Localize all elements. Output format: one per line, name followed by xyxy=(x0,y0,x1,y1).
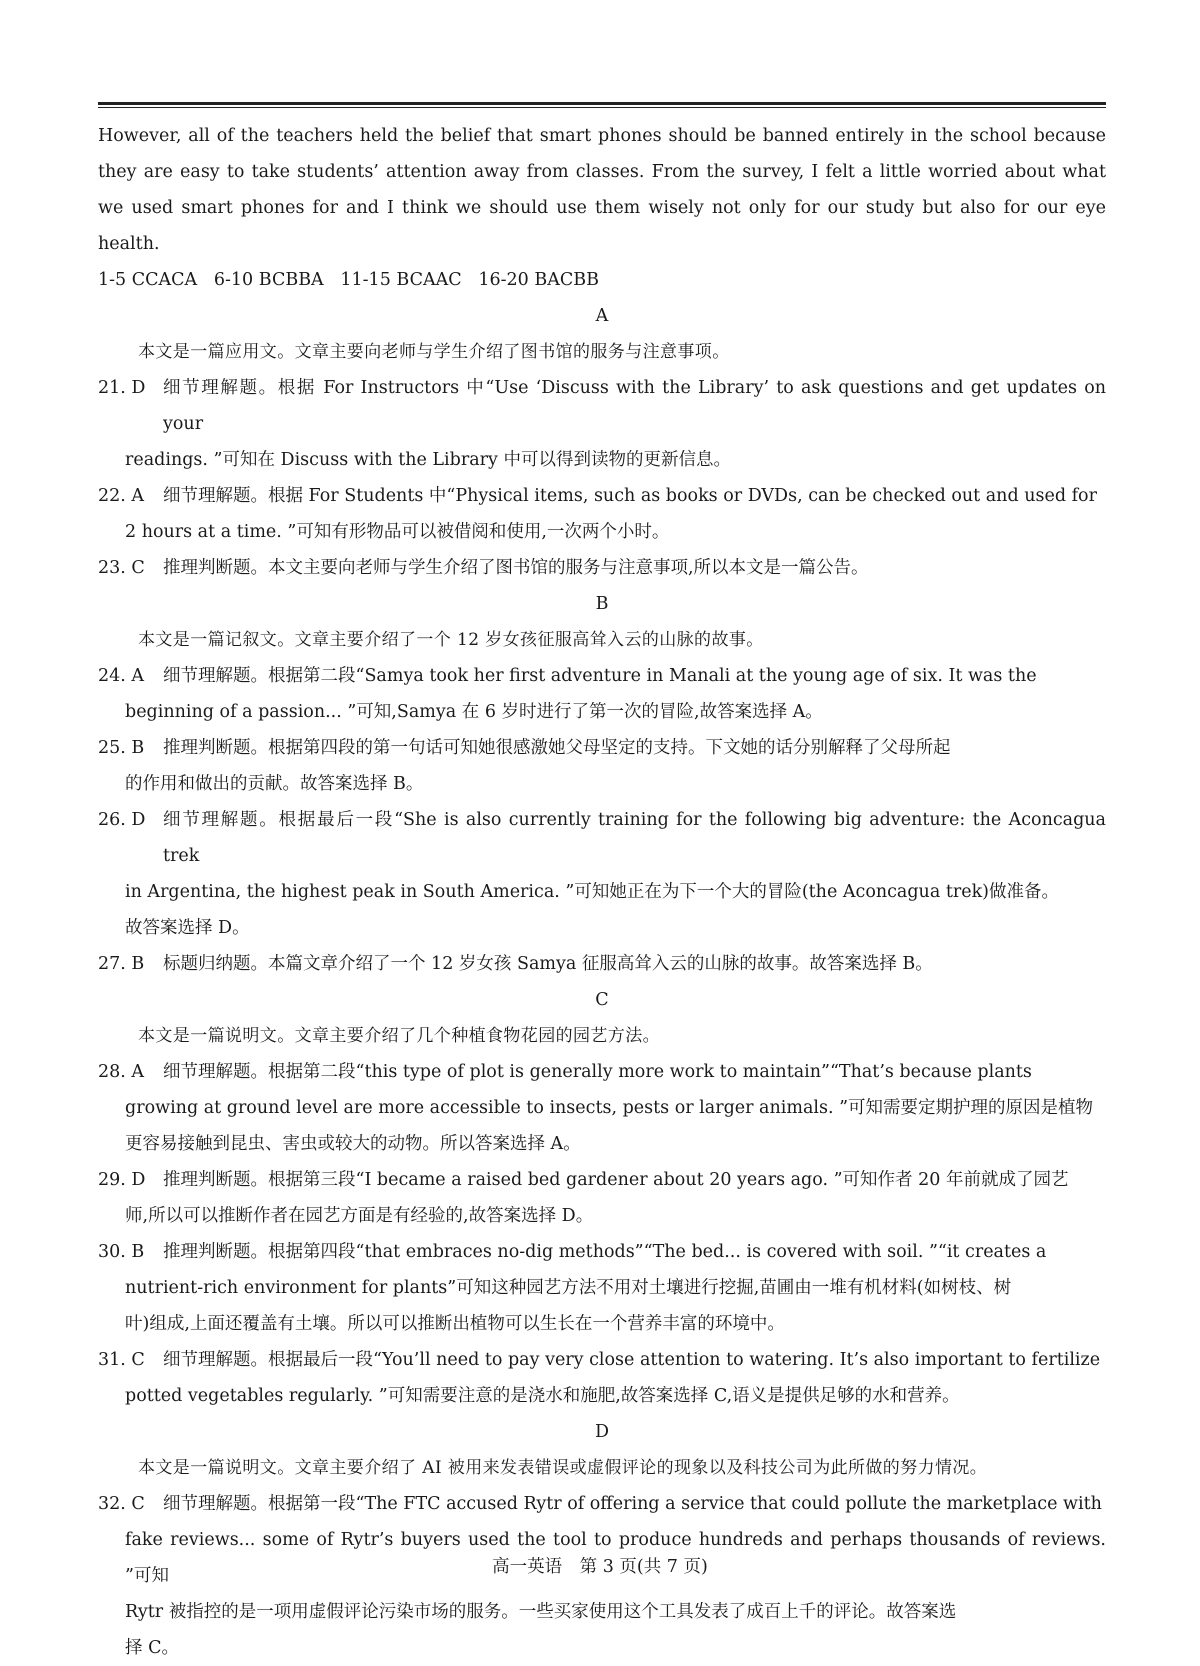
question-label: 29. D xyxy=(98,1170,146,1190)
header-rule-thin xyxy=(98,107,1106,108)
question-item xyxy=(98,1054,1106,1162)
question-text: in Argentina, the highest peak in South America. ”可知她正在为下一个大的冒险(the Aconcagua trek)做准备。 xyxy=(125,882,1060,902)
section-a xyxy=(98,298,1106,586)
question-label: 26. D xyxy=(98,810,146,830)
section-heading: B xyxy=(595,594,609,614)
question-item xyxy=(98,1342,1106,1414)
question-item xyxy=(98,730,1106,802)
section-intro: 本文是一篇应用文。文章主要向老师与学生介绍了图书馆的服务与注意事项。 xyxy=(138,342,730,362)
question-text: 细节理解题。根据 For Students 中“Physical items, such as books or DVDs, can be checked out and used for xyxy=(163,486,1097,506)
question-text: 推理判断题。根据第四段的第一句话可知她很感激她父母坚定的支持。下文她的话分别解释了父母所起 xyxy=(163,738,951,758)
question-text: 推理判断题。根据第三段“I became a raised bed gardener about 20 years ago. ”可知作者 20 年前就成了园艺 xyxy=(163,1170,1069,1190)
question-text: nutrient-rich environment for plants”可知这种园艺方法不用对土壤进行挖掘,苗圃由一堆有机材料(如树枝、树 xyxy=(125,1278,1012,1298)
question-text: 推理判断题。根据第四段“that embraces no-dig methods”“The bed... is covered with soil. ”“it creates a xyxy=(163,1242,1047,1262)
question-label: 23. C xyxy=(98,558,145,578)
question-text: 推理判断题。本文主要向老师与学生介绍了图书馆的服务与注意事项,所以本文是一篇公告。 xyxy=(163,558,869,578)
question-text: growing at ground level are more accessible to insects, pests or larger animals. ”可知需要定期护理的原因是植物 xyxy=(125,1098,1094,1118)
question-item xyxy=(98,1162,1106,1234)
question-text: 细节理解题。根据最后一段“She is also currently training for the following big adventure: the Aconcagua trek xyxy=(163,810,1106,866)
section-b xyxy=(98,586,1106,982)
answer-key-line: 1-5 CCACA 6-10 BCBBA 11-15 BCAAC 16-20 BACBB xyxy=(98,270,599,290)
question-label: 21. D xyxy=(98,378,146,398)
section-intro: 本文是一篇说明文。文章主要介绍了几个种植食物花园的园艺方法。 xyxy=(138,1026,660,1046)
question-text: 细节理解题。根据第一段“The FTC accused Rytr of offering a service that could pollute the marketplace with xyxy=(163,1494,1102,1514)
question-item xyxy=(98,802,1106,946)
question-label: 30. B xyxy=(98,1242,145,1262)
question-text: 更容易接触到昆虫、害虫或较大的动物。所以答案选择 A。 xyxy=(125,1134,581,1154)
continued-paragraph: However, all of the teachers held the belief that smart phones should be banned entirely in the school because they are easy to take students’ attention away from classes. From the survey, I felt a little worried about what we used smart phones for and I think we should use them wisely not only for our study but also for our eye health. xyxy=(98,126,1106,254)
section-c xyxy=(98,982,1106,1414)
header-rule-thick xyxy=(98,102,1106,105)
question-item xyxy=(98,946,1106,982)
page-content xyxy=(98,118,1106,1666)
question-label: 22. A xyxy=(98,486,145,506)
section-intro: 本文是一篇记叙文。文章主要介绍了一个 12 岁女孩征服高耸入云的山脉的故事。 xyxy=(138,630,764,650)
question-text: 师,所以可以推断作者在园艺方面是有经验的,故答案选择 D。 xyxy=(125,1206,594,1226)
question-text: 的作用和做出的贡献。故答案选择 B。 xyxy=(125,774,424,794)
section-intro: 本文是一篇说明文。文章主要介绍了 AI 被用来发表错误或虚假评论的现象以及科技公司为此所做的努力情况。 xyxy=(138,1458,988,1478)
question-text: fake reviews... some of Rytr’s buyers used the tool to produce hundreds and perhaps thousands of reviews. ”可知 xyxy=(125,1530,1106,1586)
question-label: 24. A xyxy=(98,666,145,686)
question-label: 27. B xyxy=(98,954,145,974)
question-label: 25. B xyxy=(98,738,145,758)
question-text: 2 hours at a time. ”可知有形物品可以被借阅和使用,一次两个小时。 xyxy=(125,522,670,542)
question-text: 标题归纳题。本篇文章介绍了一个 12 岁女孩 Samya 征服高耸入云的山脉的故事。故答案选择 B。 xyxy=(163,954,933,974)
question-text: 故答案选择 D。 xyxy=(125,918,250,938)
question-text: 细节理解题。根据 For Instructors 中“Use ‘Discuss with the Library’ to ask questions and get updates on your xyxy=(163,378,1106,434)
question-text: 细节理解题。根据第二段“this type of plot is generally more work to maintain”“That’s because plants xyxy=(163,1062,1032,1082)
question-text: Rytr 被指控的是一项用虚假评论污染市场的服务。一些买家使用这个工具发表了成百上千的评论。故答案选 xyxy=(125,1602,957,1622)
question-item xyxy=(98,370,1106,478)
question-item xyxy=(98,1234,1106,1342)
section-heading: D xyxy=(594,1422,610,1442)
question-text: potted vegetables regularly. ”可知需要注意的是浇水和施肥,故答案选择 C,语义是提供足够的水和营养。 xyxy=(125,1386,960,1406)
section-heading: C xyxy=(595,990,609,1010)
question-label: 32. C xyxy=(98,1494,145,1514)
question-text: beginning of a passion... ”可知,Samya 在 6 岁时进行了第一次的冒险,故答案选择 A。 xyxy=(125,702,823,722)
question-text: 细节理解题。根据第二段“Samya took her first adventure in Manali at the young age of six. It was the xyxy=(163,666,1037,686)
question-item xyxy=(98,658,1106,730)
page-footer: 高一英语 第 3 页(共 7 页) xyxy=(492,1557,708,1577)
question-text: 细节理解题。根据最后一段“You’ll need to pay very close attention to watering. It’s also important to fertilize xyxy=(163,1350,1101,1370)
question-text: 择 C。 xyxy=(125,1638,179,1658)
question-label: 28. A xyxy=(98,1062,145,1082)
section-d xyxy=(98,1414,1106,1666)
question-text: 叶)组成,上面还覆盖有土壤。所以可以推断出植物可以生长在一个营养丰富的环境中。 xyxy=(125,1314,785,1334)
question-item xyxy=(98,550,1106,586)
question-item xyxy=(98,478,1106,550)
question-label: 31. C xyxy=(98,1350,145,1370)
section-heading: A xyxy=(595,306,609,326)
question-text: readings. ”可知在 Discuss with the Library 中可以得到读物的更新信息。 xyxy=(125,450,731,470)
